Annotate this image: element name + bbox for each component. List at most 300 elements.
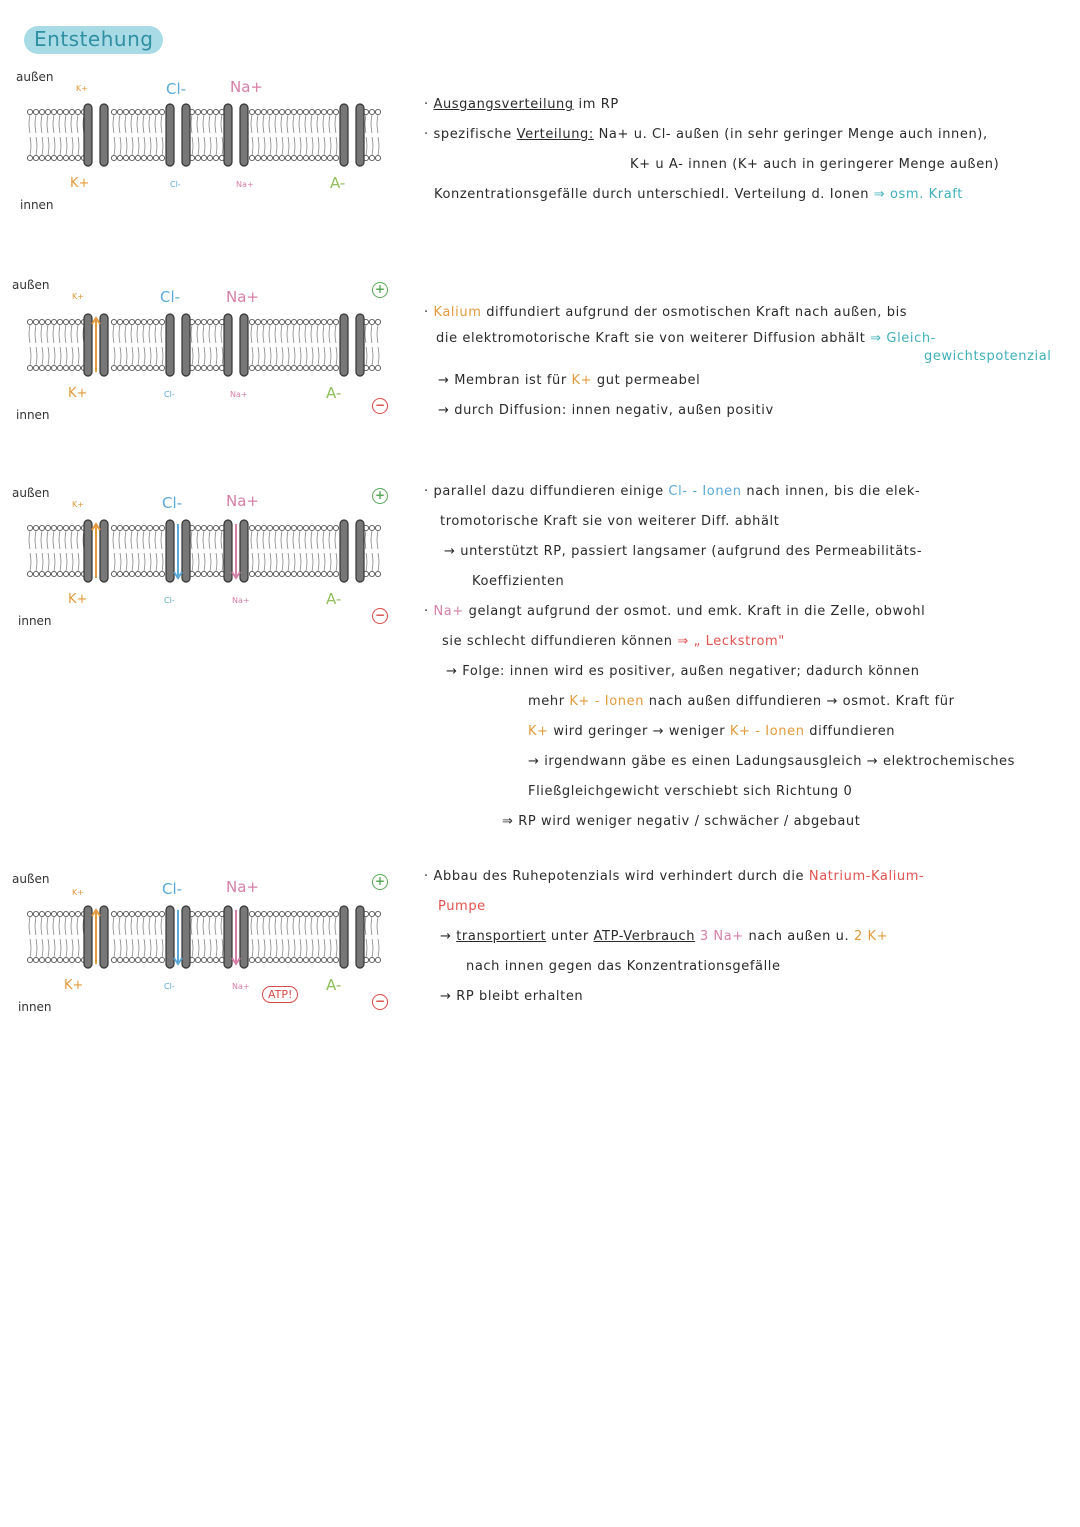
lipid-tail (114, 137, 115, 155)
lipid-tail (215, 917, 216, 935)
lipid-tail (269, 531, 270, 549)
sodium-inside-label: Na+ (232, 596, 250, 605)
lipid-head (327, 155, 332, 160)
lipid-head (327, 525, 332, 530)
lipid-tail (143, 325, 144, 343)
lipid-tail (198, 347, 199, 365)
lipid-head (267, 911, 272, 916)
lipid-tail (71, 531, 72, 549)
lipid-head (75, 957, 80, 962)
lipid-head (327, 957, 332, 962)
lipid-tail (125, 531, 126, 549)
lipid-head (315, 525, 320, 530)
membrane-diagram-1 (26, 102, 388, 168)
lipid-tail (276, 939, 277, 957)
channel-protein (100, 520, 108, 582)
lipid-head (135, 155, 140, 160)
lipid-tail (221, 325, 222, 343)
lipid-tail (36, 553, 37, 571)
lipid-head (267, 319, 272, 324)
lipid-head (39, 525, 44, 530)
lipid-head (153, 957, 158, 962)
lipid-tail (155, 115, 156, 133)
lipid-tail (149, 531, 150, 549)
lipid-tail (155, 325, 156, 343)
lipid-head (153, 365, 158, 370)
chloride-outside-label: Cl- (162, 880, 183, 898)
lipid-tail (161, 115, 162, 133)
potassium-outside-label: K+ (76, 84, 88, 93)
lipid-tail (263, 531, 264, 549)
lipid-head (33, 365, 38, 370)
text-section-1 (424, 90, 1064, 210)
anion-inside-label: A- (326, 384, 342, 402)
lipid-head (303, 155, 308, 160)
lipid-head (273, 109, 278, 114)
lipid-tail (281, 531, 282, 549)
lipid-head (57, 571, 62, 576)
lipid-tail (288, 347, 289, 365)
lipid-head (117, 319, 122, 324)
lipid-head (309, 957, 314, 962)
lipid-head (153, 109, 158, 114)
lipid-head (153, 155, 158, 160)
lipid-tail (119, 325, 120, 343)
lipid-tail (191, 325, 192, 343)
lipid-tail (156, 939, 157, 957)
lipid-head (249, 571, 254, 576)
lipid-head (51, 155, 56, 160)
inside-label: innen (18, 614, 52, 628)
lipid-head (255, 525, 260, 530)
lipid-head (33, 957, 38, 962)
lipid-head (261, 109, 266, 114)
lipid-tail (42, 939, 43, 957)
lipid-tail (251, 115, 252, 133)
inside-label: innen (18, 1000, 52, 1014)
lipid-head (51, 109, 56, 114)
lipid-tail (30, 137, 31, 155)
lipid-head (159, 911, 164, 916)
lipid-tail (329, 325, 330, 343)
lipid-head (63, 365, 68, 370)
lipid-tail (306, 553, 307, 571)
lipid-head (159, 319, 164, 324)
lipid-head (291, 365, 296, 370)
inside-label: innen (16, 408, 50, 422)
lipid-head (285, 365, 290, 370)
lipid-head (249, 365, 254, 370)
lipid-head (51, 319, 56, 324)
sodium-outside-label: Na+ (226, 878, 259, 896)
lipid-head (141, 525, 146, 530)
sodium-outside-label: Na+ (226, 492, 259, 510)
lipid-tail (42, 137, 43, 155)
sodium-outside-label: Na+ (230, 78, 263, 96)
lipid-tail (258, 939, 259, 957)
lipid-tail (204, 939, 205, 957)
lipid-tail (119, 917, 120, 935)
lipid-head (129, 155, 134, 160)
text-line: · Ausgangsverteilung im RP (424, 97, 619, 112)
lipid-tail (156, 137, 157, 155)
lipid-head (117, 957, 122, 962)
lipid-tail (264, 137, 265, 155)
lipid-head (159, 109, 164, 114)
lipid-tail (210, 347, 211, 365)
lipid-head (75, 571, 80, 576)
lipid-head (159, 155, 164, 160)
potassium-outside-label: K+ (72, 500, 84, 509)
lipid-tail (294, 553, 295, 571)
lipid-head (147, 525, 152, 530)
lipid-tail (329, 115, 330, 133)
lipid-head (201, 365, 206, 370)
lipid-tail (282, 553, 283, 571)
lipid-tail (48, 553, 49, 571)
lipid-head (333, 957, 338, 962)
lipid-head (63, 319, 68, 324)
lipid-head (75, 109, 80, 114)
lipid-head (291, 319, 296, 324)
channel-protein (100, 314, 108, 376)
lipid-tail (114, 939, 115, 957)
text-line: Fließgleichgewicht verschiebt sich Richtung 0 (528, 784, 853, 799)
lipid-tail (323, 531, 324, 549)
lipid-tail (318, 553, 319, 571)
lipid-head (291, 571, 296, 576)
lipid-tail (318, 347, 319, 365)
minus-icon: − (372, 608, 388, 624)
lipid-tail (114, 553, 115, 571)
lipid-head (159, 365, 164, 370)
lipid-head (57, 109, 62, 114)
lipid-tail (149, 917, 150, 935)
lipid-head (141, 155, 146, 160)
lipid-tail (198, 137, 199, 155)
lipid-head (63, 155, 68, 160)
lipid-tail (161, 325, 162, 343)
anion-inside-label: A- (330, 174, 346, 192)
lipid-tail (215, 325, 216, 343)
lipid-head (45, 525, 50, 530)
lipid-tail (209, 325, 210, 343)
lipid-head (369, 365, 374, 370)
lipid-tail (300, 137, 301, 155)
lipid-tail (120, 553, 121, 571)
lipid-tail (197, 325, 198, 343)
channel-protein (100, 906, 108, 968)
lipid-tail (264, 553, 265, 571)
lipid-tail (275, 115, 276, 133)
lipid-tail (47, 325, 48, 343)
lipid-head (39, 957, 44, 962)
lipid-head (279, 109, 284, 114)
lipid-tail (41, 115, 42, 133)
lipid-tail (216, 347, 217, 365)
lipid-head (111, 911, 116, 916)
text-line: K+ wird geringer → weniger K+ - Ionen diffundieren (528, 724, 896, 739)
minus-icon: − (372, 994, 388, 1010)
lipid-head (33, 911, 38, 916)
lipid-tail (324, 347, 325, 365)
lipid-head (267, 365, 272, 370)
lipid-tail (59, 325, 60, 343)
lipid-tail (162, 939, 163, 957)
lipid-tail (294, 137, 295, 155)
lipid-head (297, 525, 302, 530)
channel-protein (100, 104, 108, 166)
lipid-head (117, 109, 122, 114)
channel-protein (340, 314, 348, 376)
lipid-head (45, 155, 50, 160)
lipid-tail (299, 531, 300, 549)
lipid-tail (372, 137, 373, 155)
text-line: gewichtspotenzial (924, 349, 1052, 364)
lipid-head (213, 365, 218, 370)
lipid-tail (197, 115, 198, 133)
lipid-tail (30, 347, 31, 365)
lipid-tail (335, 325, 336, 343)
lipid-tail (378, 137, 379, 155)
atp-badge: ATP! (262, 986, 298, 1003)
lipid-head (27, 155, 32, 160)
lipid-tail (47, 531, 48, 549)
lipid-head (123, 525, 128, 530)
lipid-head (147, 911, 152, 916)
lipid-head (279, 957, 284, 962)
lipid-head (153, 319, 158, 324)
lipid-head (39, 319, 44, 324)
lipid-tail (366, 553, 367, 571)
lipid-head (123, 911, 128, 916)
lipid-tail (126, 137, 127, 155)
lipid-tail (215, 115, 216, 133)
lipid-head (315, 319, 320, 324)
lipid-tail (48, 939, 49, 957)
lipid-head (207, 365, 212, 370)
lipid-tail (149, 115, 150, 133)
lipid-head (33, 525, 38, 530)
lipid-tail (270, 347, 271, 365)
lipid-head (111, 109, 116, 114)
lipid-head (69, 319, 74, 324)
lipid-head (375, 571, 380, 576)
lipid-head (255, 109, 260, 114)
lipid-head (135, 365, 140, 370)
channel-protein (166, 104, 174, 166)
lipid-tail (125, 115, 126, 133)
text-line: → irgendwann gäbe es einen Ladungsausgleich → elektrochemisches (528, 754, 1016, 769)
lipid-head (69, 911, 74, 916)
lipid-head (111, 155, 116, 160)
lipid-tail (257, 917, 258, 935)
lipid-tail (257, 531, 258, 549)
channel-protein (182, 314, 190, 376)
lipid-head (57, 911, 62, 916)
lipid-head (273, 365, 278, 370)
lipid-head (327, 365, 332, 370)
lipid-tail (150, 939, 151, 957)
lipid-head (141, 957, 146, 962)
lipid-tail (60, 137, 61, 155)
lipid-tail (222, 347, 223, 365)
lipid-tail (270, 553, 271, 571)
lipid-head (135, 109, 140, 114)
channel-protein (84, 906, 92, 968)
lipid-head (315, 109, 320, 114)
lipid-tail (131, 917, 132, 935)
channel-protein (224, 906, 232, 968)
lipid-head (327, 109, 332, 114)
lipid-tail (161, 917, 162, 935)
lipid-head (213, 571, 218, 576)
lipid-head (285, 319, 290, 324)
lipid-tail (150, 137, 151, 155)
lipid-head (51, 571, 56, 576)
lipid-tail (378, 347, 379, 365)
lipid-tail (66, 939, 67, 957)
lipid-head (309, 319, 314, 324)
lipid-tail (137, 115, 138, 133)
lipid-tail (59, 917, 60, 935)
lipid-tail (60, 347, 61, 365)
lipid-head (195, 365, 200, 370)
outside-label: außen (12, 278, 50, 292)
lipid-head (27, 911, 32, 916)
lipid-tail (155, 531, 156, 549)
text-line: tromotorische Kraft sie von weiterer Diff. abhält (440, 514, 780, 529)
lipid-tail (293, 917, 294, 935)
lipid-tail (210, 553, 211, 571)
lipid-head (303, 911, 308, 916)
lipid-tail (317, 325, 318, 343)
channel-protein (240, 906, 248, 968)
lipid-head (321, 155, 326, 160)
lipid-tail (258, 553, 259, 571)
lipid-head (333, 525, 338, 530)
lipid-head (147, 319, 152, 324)
lipid-head (195, 911, 200, 916)
lipid-head (69, 365, 74, 370)
channel-protein (240, 104, 248, 166)
text-line: · Kalium diffundiert aufgrund der osmotischen Kraft nach außen, bis (424, 305, 908, 320)
lipid-tail (119, 115, 120, 133)
lipid-tail (305, 115, 306, 133)
text-line: Pumpe (438, 899, 486, 914)
lipid-tail (372, 553, 373, 571)
lipid-tail (59, 531, 60, 549)
lipid-head (69, 525, 74, 530)
lipid-head (213, 155, 218, 160)
potassium-inside-label: K+ (64, 978, 84, 993)
lipid-head (303, 957, 308, 962)
lipid-head (333, 319, 338, 324)
lipid-tail (317, 115, 318, 133)
lipid-tail (65, 917, 66, 935)
lipid-head (75, 365, 80, 370)
lipid-head (111, 525, 116, 530)
lipid-head (123, 571, 128, 576)
plus-icon: + (372, 488, 388, 504)
lipid-head (255, 319, 260, 324)
lipid-head (201, 911, 206, 916)
lipid-tail (126, 347, 127, 365)
lipid-tail (269, 115, 270, 133)
lipid-tail (312, 347, 313, 365)
lipid-head (279, 571, 284, 576)
lipid-head (153, 571, 158, 576)
lipid-head (117, 155, 122, 160)
chloride-outside-label: Cl- (160, 288, 181, 306)
lipid-head (303, 365, 308, 370)
lipid-tail (287, 531, 288, 549)
text-line: → unterstützt RP, passiert langsamer (aufgrund des Permeabilitäts- (444, 544, 923, 559)
lipid-tail (59, 115, 60, 133)
lipid-head (273, 571, 278, 576)
lipid-tail (311, 115, 312, 133)
lipid-head (285, 957, 290, 962)
lipid-tail (138, 939, 139, 957)
lipid-tail (366, 939, 367, 957)
lipid-head (261, 319, 266, 324)
text-line: nach innen gegen das Konzentrationsgefälle (466, 959, 781, 974)
lipid-head (261, 155, 266, 160)
lipid-tail (257, 115, 258, 133)
lipid-tail (317, 531, 318, 549)
text-section-2 (424, 298, 1064, 426)
lipid-tail (54, 553, 55, 571)
plus-icon: + (372, 282, 388, 298)
lipid-tail (366, 347, 367, 365)
lipid-head (273, 155, 278, 160)
lipid-tail (137, 325, 138, 343)
lipid-tail (36, 347, 37, 365)
lipid-head (27, 571, 32, 576)
lipid-head (369, 319, 374, 324)
lipid-tail (125, 325, 126, 343)
lipid-tail (251, 325, 252, 343)
lipid-head (255, 957, 260, 962)
lipid-head (45, 365, 50, 370)
lipid-head (201, 571, 206, 576)
channel-protein (182, 104, 190, 166)
lipid-tail (120, 137, 121, 155)
lipid-head (75, 155, 80, 160)
lipid-head (159, 571, 164, 576)
lipid-tail (323, 325, 324, 343)
lipid-tail (53, 325, 54, 343)
lipid-head (141, 571, 146, 576)
lipid-tail (113, 531, 114, 549)
lipid-tail (378, 939, 379, 957)
lipid-tail (209, 531, 210, 549)
lipid-head (249, 911, 254, 916)
lipid-head (279, 911, 284, 916)
lipid-tail (329, 917, 330, 935)
lipid-tail (35, 115, 36, 133)
lipid-head (375, 365, 380, 370)
lipid-tail (65, 325, 66, 343)
lipid-tail (210, 137, 211, 155)
lipid-tail (192, 939, 193, 957)
lipid-head (249, 155, 254, 160)
lipid-tail (48, 347, 49, 365)
lipid-head (207, 319, 212, 324)
text-line: Koeffizienten (472, 574, 565, 589)
lipid-head (129, 957, 134, 962)
membrane-panel-2 (0, 278, 420, 428)
